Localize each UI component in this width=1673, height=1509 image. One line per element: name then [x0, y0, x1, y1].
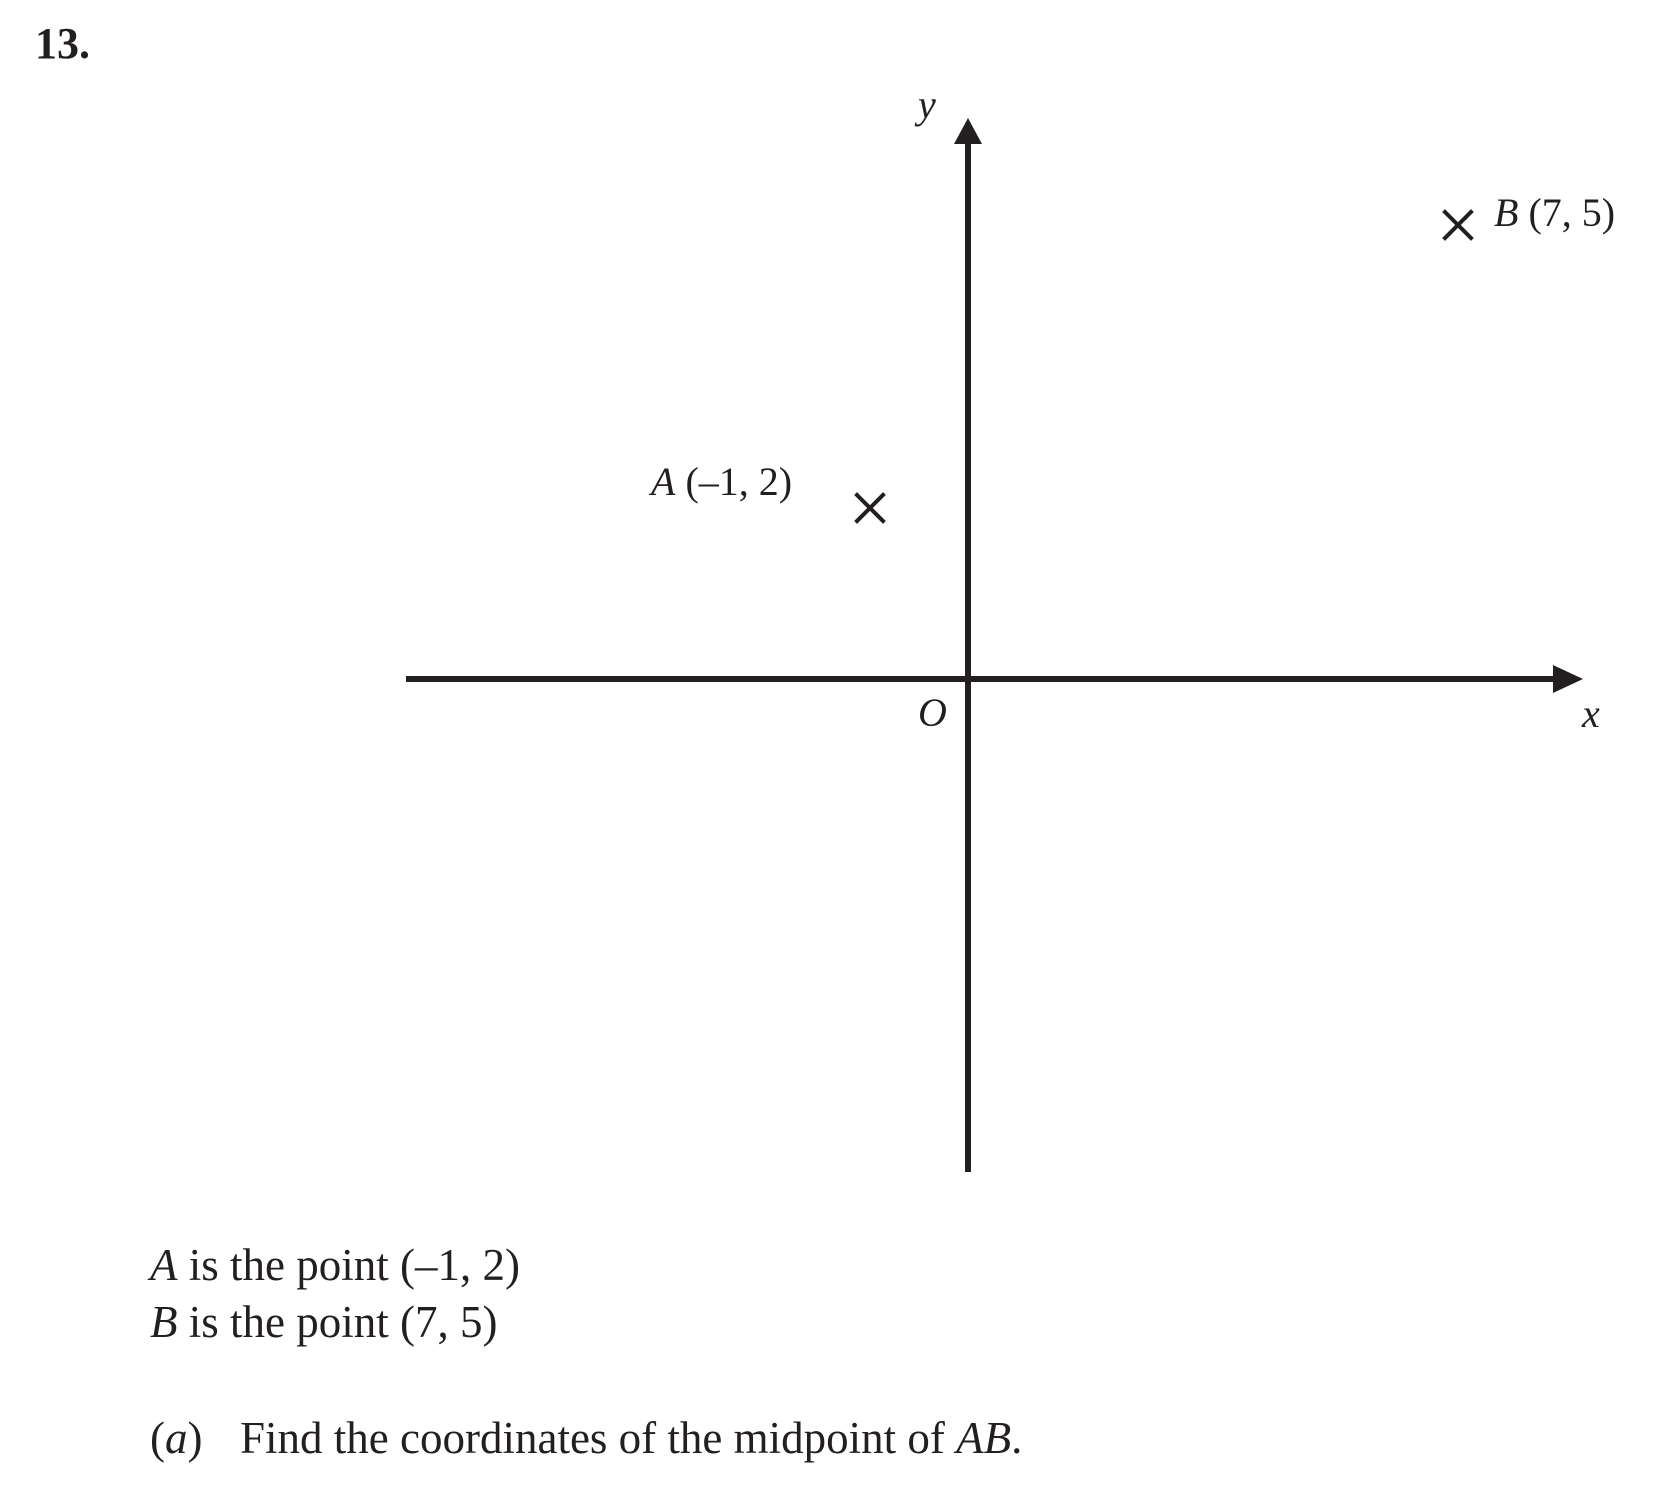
point-a-coords: (–1, 2)	[685, 459, 793, 504]
point-a-cross-icon	[857, 495, 883, 521]
origin-label: O	[918, 690, 947, 735]
point-a-label	[648, 459, 792, 504]
part-a-segment: AB	[956, 1413, 1012, 1463]
given-point-b-line	[150, 1297, 498, 1347]
x-axis-label: x	[1582, 691, 1600, 736]
part-a-label-close: )	[187, 1413, 203, 1463]
part-a-text: Find the coordinates of the midpoint of	[240, 1413, 957, 1463]
part-a-end: .	[1011, 1413, 1023, 1463]
point-b-label	[1494, 190, 1615, 235]
point-b	[1445, 190, 1615, 238]
given-point-b-name: B	[150, 1297, 178, 1347]
question-number: 13.	[35, 19, 90, 68]
y-axis-label: y	[918, 82, 936, 127]
part-a-label-open: (	[150, 1413, 165, 1463]
y-axis-arrow-icon	[954, 118, 982, 144]
point-b-name: B	[1494, 190, 1519, 235]
point-a-name: A	[651, 459, 676, 504]
given-point-a-line	[150, 1240, 520, 1290]
point-b-cross-icon	[1445, 212, 1471, 238]
given-point-a-text: is the point (–1, 2)	[177, 1240, 520, 1290]
point-b-coords: (7, 5)	[1528, 190, 1616, 235]
given-point-a-name: A	[150, 1240, 178, 1290]
part-a-label-letter: a	[165, 1413, 188, 1463]
part-a-question	[150, 1413, 1023, 1463]
x-axis-arrow-icon	[1553, 665, 1583, 693]
point-a	[648, 459, 883, 521]
given-point-b-text: is the point (7, 5)	[177, 1297, 498, 1347]
part-a-label	[150, 1413, 240, 1463]
